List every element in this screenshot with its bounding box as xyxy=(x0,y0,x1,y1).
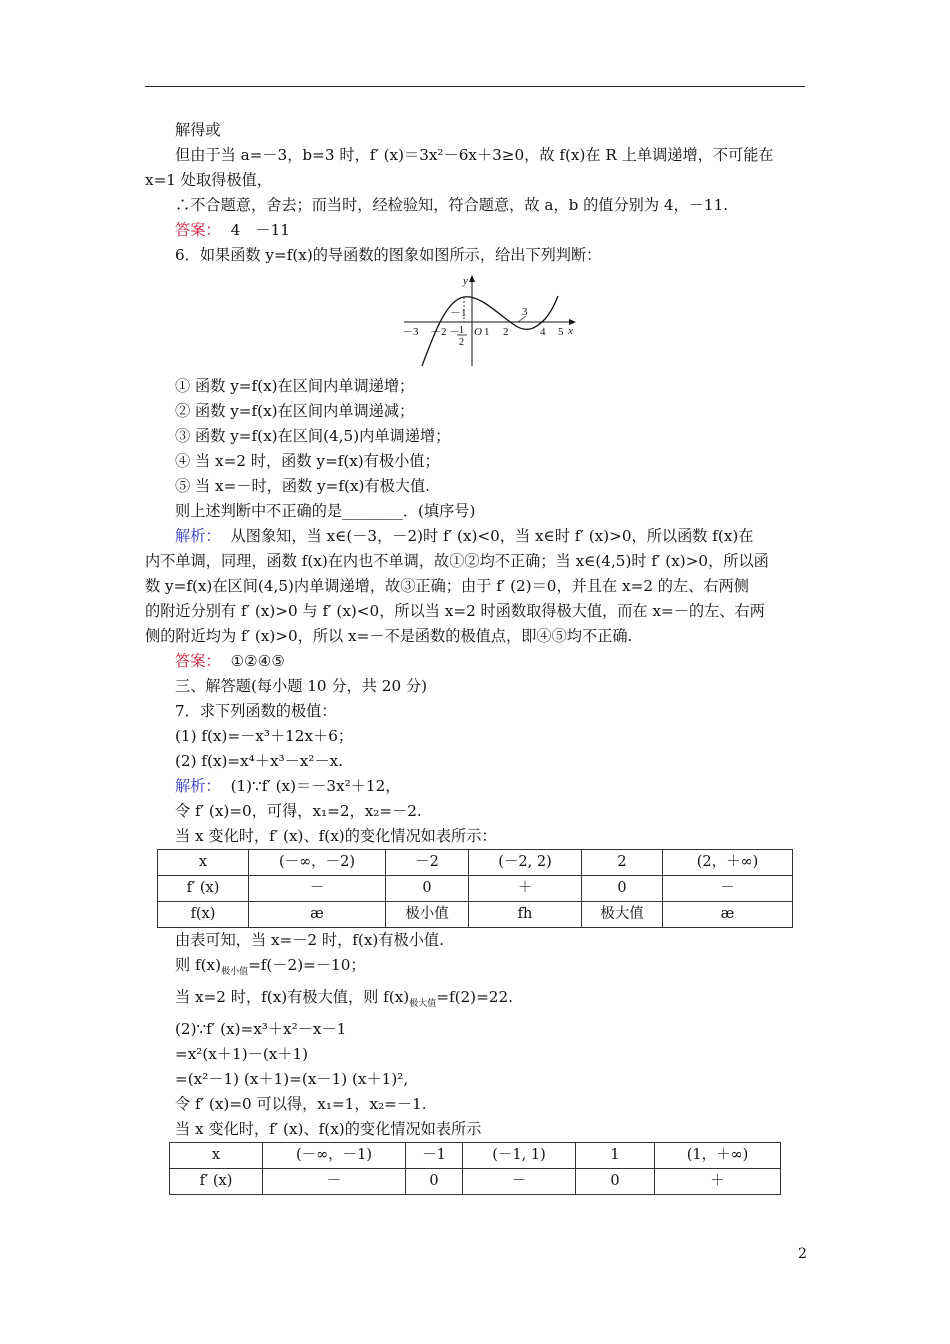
table-cell: (－2, 2) xyxy=(469,850,582,876)
analysis-text: 内不单调，同理，函数 f(x)在内也不单调，故①②均不正确；当 x∈(4,5)时 f′ (x)>0，所以函 xyxy=(145,552,769,570)
tick-label: 4 xyxy=(540,326,546,338)
subscript-max: 极大值 xyxy=(409,999,437,1010)
tick-label: 5 xyxy=(558,326,564,338)
table-cell: 2 xyxy=(582,850,663,876)
table-cell: －2 xyxy=(386,850,469,876)
answer-value: ①②④⑤ xyxy=(230,652,286,670)
text-line: =x²(x＋1)－(x＋1) xyxy=(175,1045,309,1064)
analysis-text: 数 y=f(x)在区间(4,5)内单调递增，故③正确；由于 f′ (2)＝0，并且在 x=2 的左、右两侧 xyxy=(145,577,749,595)
annotation-neg1: －1 xyxy=(450,307,467,319)
table-cell: 0 xyxy=(406,1169,463,1195)
table-cell: 极大值 xyxy=(582,902,663,928)
analysis-text: (1)∵f′ (x)＝－3x²＋12， xyxy=(230,777,401,795)
text-line: (2)∵f′ (x)=x³＋x²－x－1 xyxy=(175,1020,347,1039)
question-stem: 7．求下列函数的极值： xyxy=(175,702,337,720)
table-cell: x xyxy=(158,850,249,876)
y-axis-arrow xyxy=(469,275,475,282)
question-ask: 则上述判断中不正确的是________．(填序号) xyxy=(175,502,476,520)
table-cell: x xyxy=(170,1143,263,1169)
text-line xyxy=(145,953,807,985)
analysis-text: 的附近分别有 f′ (x)>0 与 f′ (x)<0，所以当 x=2 时函数取得极大值，而在 x=－的左、右两 xyxy=(145,602,765,620)
table-cell: ＋ xyxy=(469,876,582,902)
table-cell: (－∞，－2) xyxy=(249,850,386,876)
table-cell: f′ (x) xyxy=(170,1169,263,1195)
tick-label: 2 xyxy=(503,326,509,338)
option-line: ③ 函数 y=f(x)在区间(4,5)内单调递增； xyxy=(175,427,451,445)
subscript-min: 极小值 xyxy=(221,967,249,978)
text-line: 令 f′ (x)=0，可得，x₁=2，x₂=－2. xyxy=(175,802,422,820)
fraction-numerator: 1 xyxy=(459,325,464,336)
text-line: 但由于当 a=－3，b=3 时，f′ (x)＝3x²－6x＋3≥0，故 f(x)在 R 上单调递增，不可能在 xyxy=(175,146,774,164)
table-cell: －1 xyxy=(406,1143,463,1169)
text-line: =(x²－1) (x＋1)=(x－1) (x＋1)², xyxy=(175,1070,409,1089)
variation-table-1 xyxy=(157,849,793,928)
sub-question: (2) f(x)=x⁴＋x³－x²－x. xyxy=(175,752,344,770)
fraction-sign: － xyxy=(449,326,460,338)
tick-label: －2 xyxy=(430,326,447,338)
table-cell: æ xyxy=(663,902,793,928)
table-cell: (2，＋∞) xyxy=(663,850,793,876)
table-cell: 1 xyxy=(576,1143,655,1169)
y-axis-label: y xyxy=(463,275,468,287)
text-line: 当 x 变化时，f′ (x)、f(x)的变化情况如表所示 xyxy=(175,1120,482,1139)
text-fragment: =f(－2)=－10； xyxy=(248,956,366,974)
tick-label: －3 xyxy=(402,326,419,338)
text-line: ∴不合题意，舍去；而当时，经检验知，符合题意，故 a，b 的值分别为 4，－11. xyxy=(175,196,729,214)
option-line: ① 函数 y=f(x)在区间内单调递增； xyxy=(175,377,415,395)
table-cell: 0 xyxy=(576,1169,655,1195)
header-rule xyxy=(145,86,805,87)
table-cell: 0 xyxy=(386,876,469,902)
text-line: 令 f′ (x)=0 可以得，x₁=1，x₂=－1. xyxy=(175,1095,427,1114)
origin-label: O xyxy=(474,326,482,338)
table-cell: 极小值 xyxy=(386,902,469,928)
text-line: x=1 处取得极值， xyxy=(145,171,272,189)
question-stem: 6．如果函数 y=f(x)的导函数的图象如图所示，给出下列判断： xyxy=(175,246,602,264)
table-row xyxy=(158,902,793,928)
text-line: 当 x 变化时，f′ (x)、f(x)的变化情况如表所示： xyxy=(175,827,497,845)
analysis-label: 解析： xyxy=(175,527,221,545)
answer-line xyxy=(145,649,807,674)
answer-label: 答案： xyxy=(175,652,221,670)
analysis-text: 从图象知，当 x∈(－3，－2)时 f′ (x)<0，当 x∈时 f′ (x)>0，所以函数 f(x)在 xyxy=(230,527,754,545)
table-row xyxy=(158,850,793,876)
table-cell: ＋ xyxy=(655,1169,781,1195)
analysis-text: 侧的附近均为 f′ (x)>0，所以 x=－不是函数的极值点，即④⑤均不正确. xyxy=(145,627,633,645)
option-line: ⑤ 当 x=－时，函数 y=f(x)有极大值. xyxy=(175,477,431,495)
table-cell: － xyxy=(263,1169,406,1195)
fraction-denominator: 2 xyxy=(459,337,464,348)
text-line xyxy=(145,985,807,1017)
table-cell: f(x) xyxy=(158,902,249,928)
option-line: ② 函数 y=f(x)在区间内单调递减； xyxy=(175,402,415,420)
table-row xyxy=(170,1143,781,1169)
tick-label: 1 xyxy=(484,326,490,338)
analysis-line xyxy=(145,774,807,799)
annotation-3: 3 xyxy=(522,306,528,318)
table-cell: (1，＋∞) xyxy=(655,1143,781,1169)
analysis-line xyxy=(145,524,807,549)
variation-table-2 xyxy=(169,1142,781,1195)
table-cell: － xyxy=(463,1169,576,1195)
table-cell: (－∞，－1) xyxy=(263,1143,406,1169)
text-fragment: 当 x=2 时，f(x)有极大值，则 f(x) xyxy=(175,988,410,1007)
text-fragment: =f(2)=22. xyxy=(436,988,513,1007)
option-line: ④ 当 x=2 时，函数 y=f(x)有极小值； xyxy=(175,452,440,470)
text-line: 由表可知，当 x=－2 时，f(x)有极小值. xyxy=(175,931,444,949)
answer-line xyxy=(145,218,807,243)
sub-question: (1) f(x)=－x³＋12x＋6； xyxy=(175,727,354,745)
table-cell: æ xyxy=(249,902,386,928)
derivative-graph xyxy=(400,270,582,370)
table-cell: f′ (x) xyxy=(158,876,249,902)
text-line: 解得或 xyxy=(175,121,221,139)
analysis-label: 解析： xyxy=(175,777,221,795)
text-fragment: 则 f(x) xyxy=(175,956,222,974)
table-cell: － xyxy=(249,876,386,902)
table-row xyxy=(158,876,793,902)
table-cell: (－1, 1) xyxy=(463,1143,576,1169)
table-row xyxy=(170,1169,781,1195)
table-cell: － xyxy=(663,876,793,902)
page-number: 2 xyxy=(798,1246,807,1262)
derivative-graph-figure xyxy=(145,268,807,374)
table-cell: fh xyxy=(469,902,582,928)
table-cell: 0 xyxy=(582,876,663,902)
section-heading: 三、解答题(每小题 10 分，共 20 分) xyxy=(175,677,428,695)
page-content xyxy=(145,118,807,1195)
answer-label: 答案： xyxy=(175,221,221,239)
answer-value: 4 －11 xyxy=(230,221,290,239)
x-axis-label: x xyxy=(568,325,573,337)
